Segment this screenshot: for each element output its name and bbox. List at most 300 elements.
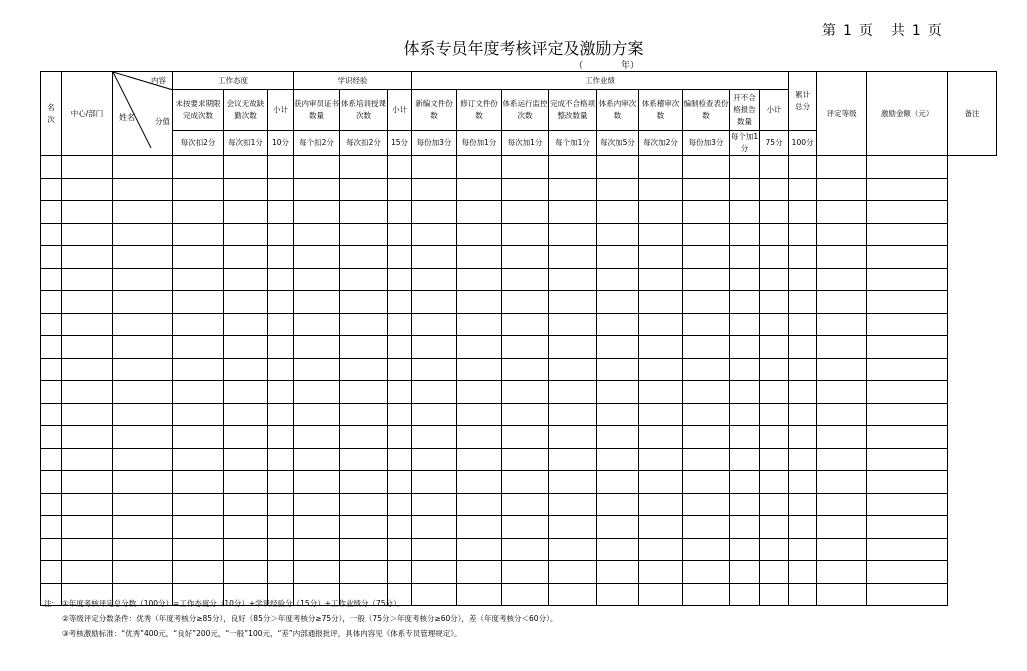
table-cell[interactable] (457, 448, 502, 471)
table-cell[interactable] (62, 201, 113, 224)
table-cell[interactable] (268, 156, 294, 179)
table-cell[interactable] (41, 381, 62, 404)
table-cell[interactable] (412, 268, 457, 291)
table-cell[interactable] (867, 448, 948, 471)
table-cell[interactable] (294, 223, 340, 246)
table-cell[interactable] (113, 178, 173, 201)
table-cell[interactable] (789, 471, 817, 494)
table-cell[interactable] (730, 268, 760, 291)
table-cell[interactable] (597, 223, 639, 246)
table-cell[interactable] (457, 516, 502, 539)
table-cell[interactable] (817, 246, 867, 269)
table-cell[interactable] (340, 336, 388, 359)
table-cell[interactable] (760, 493, 789, 516)
table-cell[interactable] (502, 381, 549, 404)
table-cell[interactable] (113, 448, 173, 471)
table-cell[interactable] (173, 246, 224, 269)
table-cell[interactable] (760, 313, 789, 336)
table-cell[interactable] (294, 516, 340, 539)
table-cell[interactable] (294, 156, 340, 179)
table-cell[interactable] (789, 381, 817, 404)
table-cell[interactable] (224, 201, 268, 224)
table-cell[interactable] (867, 538, 948, 561)
table-cell[interactable] (62, 223, 113, 246)
table-cell[interactable] (867, 381, 948, 404)
table-cell[interactable] (502, 516, 549, 539)
table-cell[interactable] (294, 403, 340, 426)
table-cell[interactable] (639, 291, 683, 314)
table-cell[interactable] (597, 336, 639, 359)
table-cell[interactable] (268, 178, 294, 201)
table-cell[interactable] (224, 516, 268, 539)
table-cell[interactable] (639, 448, 683, 471)
table-cell[interactable] (268, 223, 294, 246)
table-cell[interactable] (549, 358, 597, 381)
table-cell[interactable] (457, 223, 502, 246)
table-cell[interactable] (867, 178, 948, 201)
table-cell[interactable] (173, 381, 224, 404)
table-cell[interactable] (224, 358, 268, 381)
table-cell[interactable] (549, 246, 597, 269)
table-cell[interactable] (457, 156, 502, 179)
table-cell[interactable] (340, 156, 388, 179)
table-cell[interactable] (639, 538, 683, 561)
table-cell[interactable] (41, 313, 62, 336)
table-cell[interactable] (62, 358, 113, 381)
table-cell[interactable] (62, 493, 113, 516)
table-cell[interactable] (41, 336, 62, 359)
table-cell[interactable] (683, 223, 730, 246)
table-cell[interactable] (817, 201, 867, 224)
table-cell[interactable] (340, 223, 388, 246)
table-cell[interactable] (268, 268, 294, 291)
table-cell[interactable] (388, 291, 412, 314)
table-cell[interactable] (388, 223, 412, 246)
table-cell[interactable] (549, 336, 597, 359)
table-cell[interactable] (817, 403, 867, 426)
table-cell[interactable] (62, 538, 113, 561)
table-cell[interactable] (340, 291, 388, 314)
table-cell[interactable] (817, 268, 867, 291)
table-cell[interactable] (502, 268, 549, 291)
table-cell[interactable] (41, 403, 62, 426)
table-cell[interactable] (760, 268, 789, 291)
table-cell[interactable] (388, 403, 412, 426)
table-cell[interactable] (502, 448, 549, 471)
table-cell[interactable] (62, 516, 113, 539)
table-cell[interactable] (683, 246, 730, 269)
table-cell[interactable] (224, 291, 268, 314)
table-cell[interactable] (294, 291, 340, 314)
table-cell[interactable] (639, 493, 683, 516)
table-cell[interactable] (294, 381, 340, 404)
table-cell[interactable] (730, 493, 760, 516)
table-cell[interactable] (730, 246, 760, 269)
table-cell[interactable] (41, 516, 62, 539)
table-cell[interactable] (502, 313, 549, 336)
table-cell[interactable] (294, 246, 340, 269)
table-cell[interactable] (173, 313, 224, 336)
table-cell[interactable] (340, 201, 388, 224)
table-cell[interactable] (789, 493, 817, 516)
table-cell[interactable] (340, 313, 388, 336)
table-cell[interactable] (388, 448, 412, 471)
table-cell[interactable] (760, 561, 789, 584)
table-cell[interactable] (867, 516, 948, 539)
table-cell[interactable] (597, 538, 639, 561)
table-cell[interactable] (683, 291, 730, 314)
table-cell[interactable] (760, 336, 789, 359)
table-cell[interactable] (268, 493, 294, 516)
table-cell[interactable] (173, 358, 224, 381)
table-cell[interactable] (597, 268, 639, 291)
table-cell[interactable] (597, 381, 639, 404)
table-cell[interactable] (62, 313, 113, 336)
table-cell[interactable] (502, 201, 549, 224)
table-cell[interactable] (789, 583, 817, 606)
table-cell[interactable] (340, 246, 388, 269)
table-cell[interactable] (549, 516, 597, 539)
table-cell[interactable] (268, 291, 294, 314)
table-cell[interactable] (62, 156, 113, 179)
table-cell[interactable] (730, 201, 760, 224)
table-cell[interactable] (224, 493, 268, 516)
table-cell[interactable] (639, 583, 683, 606)
table-cell[interactable] (683, 336, 730, 359)
table-cell[interactable] (113, 201, 173, 224)
table-cell[interactable] (730, 583, 760, 606)
table-cell[interactable] (549, 291, 597, 314)
table-cell[interactable] (817, 448, 867, 471)
table-cell[interactable] (639, 223, 683, 246)
table-cell[interactable] (817, 426, 867, 449)
table-cell[interactable] (113, 358, 173, 381)
table-cell[interactable] (457, 178, 502, 201)
table-cell[interactable] (867, 336, 948, 359)
table-cell[interactable] (62, 246, 113, 269)
table-cell[interactable] (683, 178, 730, 201)
table-cell[interactable] (224, 561, 268, 584)
table-cell[interactable] (457, 561, 502, 584)
table-cell[interactable] (502, 561, 549, 584)
table-cell[interactable] (817, 336, 867, 359)
table-cell[interactable] (789, 201, 817, 224)
table-cell[interactable] (224, 381, 268, 404)
table-cell[interactable] (113, 403, 173, 426)
table-cell[interactable] (412, 516, 457, 539)
table-cell[interactable] (760, 471, 789, 494)
table-cell[interactable] (340, 381, 388, 404)
table-cell[interactable] (597, 313, 639, 336)
table-cell[interactable] (268, 426, 294, 449)
table-cell[interactable] (597, 561, 639, 584)
table-cell[interactable] (502, 426, 549, 449)
table-cell[interactable] (412, 358, 457, 381)
table-cell[interactable] (789, 561, 817, 584)
table-cell[interactable] (62, 403, 113, 426)
table-cell[interactable] (817, 516, 867, 539)
table-cell[interactable] (62, 291, 113, 314)
table-cell[interactable] (760, 358, 789, 381)
table-cell[interactable] (268, 381, 294, 404)
table-cell[interactable] (789, 336, 817, 359)
table-cell[interactable] (789, 246, 817, 269)
table-cell[interactable] (760, 426, 789, 449)
table-cell[interactable] (173, 426, 224, 449)
table-cell[interactable] (62, 471, 113, 494)
table-cell[interactable] (730, 178, 760, 201)
table-cell[interactable] (388, 516, 412, 539)
table-cell[interactable] (388, 201, 412, 224)
table-cell[interactable] (760, 448, 789, 471)
table-cell[interactable] (294, 358, 340, 381)
table-cell[interactable] (41, 448, 62, 471)
table-cell[interactable] (412, 313, 457, 336)
table-cell[interactable] (412, 493, 457, 516)
table-cell[interactable] (113, 426, 173, 449)
table-cell[interactable] (760, 403, 789, 426)
table-cell[interactable] (412, 291, 457, 314)
table-cell[interactable] (867, 246, 948, 269)
table-cell[interactable] (867, 223, 948, 246)
table-cell[interactable] (867, 583, 948, 606)
table-cell[interactable] (41, 178, 62, 201)
table-cell[interactable] (597, 448, 639, 471)
table-cell[interactable] (789, 268, 817, 291)
table-cell[interactable] (817, 538, 867, 561)
table-cell[interactable] (502, 178, 549, 201)
table-cell[interactable] (683, 583, 730, 606)
table-cell[interactable] (412, 426, 457, 449)
table-cell[interactable] (502, 156, 549, 179)
table-cell[interactable] (639, 156, 683, 179)
table-cell[interactable] (457, 426, 502, 449)
table-cell[interactable] (457, 201, 502, 224)
table-cell[interactable] (412, 201, 457, 224)
table-cell[interactable] (683, 516, 730, 539)
table-cell[interactable] (730, 291, 760, 314)
table-cell[interactable] (639, 201, 683, 224)
table-cell[interactable] (224, 538, 268, 561)
table-cell[interactable] (597, 178, 639, 201)
table-cell[interactable] (412, 403, 457, 426)
table-cell[interactable] (224, 246, 268, 269)
table-cell[interactable] (41, 201, 62, 224)
table-cell[interactable] (683, 538, 730, 561)
table-cell[interactable] (294, 493, 340, 516)
table-cell[interactable] (867, 201, 948, 224)
table-cell[interactable] (683, 268, 730, 291)
table-cell[interactable] (683, 403, 730, 426)
table-cell[interactable] (639, 403, 683, 426)
table-cell[interactable] (294, 268, 340, 291)
table-cell[interactable] (388, 156, 412, 179)
table-cell[interactable] (549, 426, 597, 449)
table-cell[interactable] (224, 268, 268, 291)
table-cell[interactable] (549, 178, 597, 201)
table-cell[interactable] (457, 381, 502, 404)
table-cell[interactable] (173, 561, 224, 584)
table-cell[interactable] (41, 268, 62, 291)
table-cell[interactable] (62, 448, 113, 471)
table-cell[interactable] (867, 156, 948, 179)
table-cell[interactable] (224, 336, 268, 359)
table-cell[interactable] (789, 403, 817, 426)
table-cell[interactable] (173, 538, 224, 561)
table-cell[interactable] (340, 178, 388, 201)
table-cell[interactable] (412, 223, 457, 246)
table-cell[interactable] (412, 561, 457, 584)
table-cell[interactable] (817, 156, 867, 179)
table-cell[interactable] (457, 336, 502, 359)
table-cell[interactable] (41, 493, 62, 516)
table-cell[interactable] (113, 156, 173, 179)
table-cell[interactable] (268, 403, 294, 426)
table-cell[interactable] (760, 381, 789, 404)
table-cell[interactable] (388, 358, 412, 381)
table-cell[interactable] (789, 426, 817, 449)
table-cell[interactable] (173, 403, 224, 426)
table-cell[interactable] (340, 516, 388, 539)
table-cell[interactable] (62, 178, 113, 201)
table-cell[interactable] (457, 313, 502, 336)
table-cell[interactable] (388, 246, 412, 269)
table-cell[interactable] (817, 471, 867, 494)
table-cell[interactable] (340, 448, 388, 471)
table-cell[interactable] (340, 471, 388, 494)
table-cell[interactable] (639, 268, 683, 291)
table-cell[interactable] (113, 268, 173, 291)
table-cell[interactable] (388, 426, 412, 449)
table-cell[interactable] (683, 381, 730, 404)
table-cell[interactable] (639, 313, 683, 336)
table-cell[interactable] (639, 516, 683, 539)
table-cell[interactable] (173, 493, 224, 516)
table-cell[interactable] (457, 268, 502, 291)
table-cell[interactable] (789, 313, 817, 336)
table-cell[interactable] (502, 538, 549, 561)
table-cell[interactable] (457, 291, 502, 314)
table-cell[interactable] (224, 223, 268, 246)
table-cell[interactable] (41, 156, 62, 179)
table-cell[interactable] (597, 583, 639, 606)
table-cell[interactable] (817, 178, 867, 201)
table-cell[interactable] (502, 493, 549, 516)
table-cell[interactable] (730, 538, 760, 561)
table-cell[interactable] (41, 358, 62, 381)
table-cell[interactable] (340, 538, 388, 561)
table-cell[interactable] (173, 516, 224, 539)
table-cell[interactable] (867, 358, 948, 381)
table-cell[interactable] (173, 471, 224, 494)
table-cell[interactable] (224, 313, 268, 336)
table-cell[interactable] (549, 538, 597, 561)
table-cell[interactable] (789, 291, 817, 314)
table-cell[interactable] (549, 403, 597, 426)
table-cell[interactable] (760, 156, 789, 179)
table-cell[interactable] (457, 471, 502, 494)
table-cell[interactable] (113, 381, 173, 404)
table-cell[interactable] (789, 538, 817, 561)
table-cell[interactable] (268, 246, 294, 269)
table-cell[interactable] (113, 336, 173, 359)
table-cell[interactable] (502, 291, 549, 314)
table-cell[interactable] (789, 516, 817, 539)
table-cell[interactable] (789, 448, 817, 471)
table-cell[interactable] (113, 493, 173, 516)
table-cell[interactable] (412, 246, 457, 269)
table-cell[interactable] (639, 561, 683, 584)
table-cell[interactable] (294, 538, 340, 561)
table-cell[interactable] (549, 471, 597, 494)
table-cell[interactable] (760, 538, 789, 561)
table-cell[interactable] (867, 493, 948, 516)
table-cell[interactable] (730, 223, 760, 246)
table-cell[interactable] (817, 583, 867, 606)
table-cell[interactable] (41, 246, 62, 269)
table-cell[interactable] (730, 336, 760, 359)
table-cell[interactable] (41, 291, 62, 314)
table-cell[interactable] (412, 178, 457, 201)
table-cell[interactable] (639, 246, 683, 269)
table-cell[interactable] (62, 561, 113, 584)
table-cell[interactable] (760, 516, 789, 539)
table-cell[interactable] (113, 561, 173, 584)
table-cell[interactable] (294, 201, 340, 224)
table-cell[interactable] (683, 201, 730, 224)
table-cell[interactable] (224, 448, 268, 471)
table-cell[interactable] (549, 381, 597, 404)
table-cell[interactable] (41, 561, 62, 584)
table-cell[interactable] (457, 358, 502, 381)
table-cell[interactable] (340, 493, 388, 516)
table-cell[interactable] (268, 201, 294, 224)
table-cell[interactable] (549, 493, 597, 516)
table-cell[interactable] (867, 268, 948, 291)
table-cell[interactable] (294, 561, 340, 584)
table-cell[interactable] (817, 358, 867, 381)
table-cell[interactable] (340, 403, 388, 426)
table-cell[interactable] (549, 223, 597, 246)
table-cell[interactable] (113, 471, 173, 494)
table-cell[interactable] (502, 223, 549, 246)
table-cell[interactable] (268, 448, 294, 471)
table-cell[interactable] (730, 381, 760, 404)
table-cell[interactable] (867, 403, 948, 426)
table-cell[interactable] (502, 403, 549, 426)
table-cell[interactable] (41, 426, 62, 449)
table-cell[interactable] (597, 403, 639, 426)
table-cell[interactable] (268, 538, 294, 561)
table-cell[interactable] (388, 471, 412, 494)
table-cell[interactable] (113, 291, 173, 314)
table-cell[interactable] (388, 313, 412, 336)
table-cell[interactable] (549, 313, 597, 336)
table-cell[interactable] (113, 246, 173, 269)
table-cell[interactable] (113, 538, 173, 561)
table-cell[interactable] (817, 561, 867, 584)
table-cell[interactable] (867, 426, 948, 449)
table-cell[interactable] (173, 201, 224, 224)
table-cell[interactable] (597, 426, 639, 449)
table-cell[interactable] (340, 426, 388, 449)
table-cell[interactable] (730, 471, 760, 494)
table-cell[interactable] (730, 448, 760, 471)
table-cell[interactable] (173, 336, 224, 359)
table-cell[interactable] (730, 426, 760, 449)
table-cell[interactable] (457, 538, 502, 561)
table-cell[interactable] (294, 178, 340, 201)
